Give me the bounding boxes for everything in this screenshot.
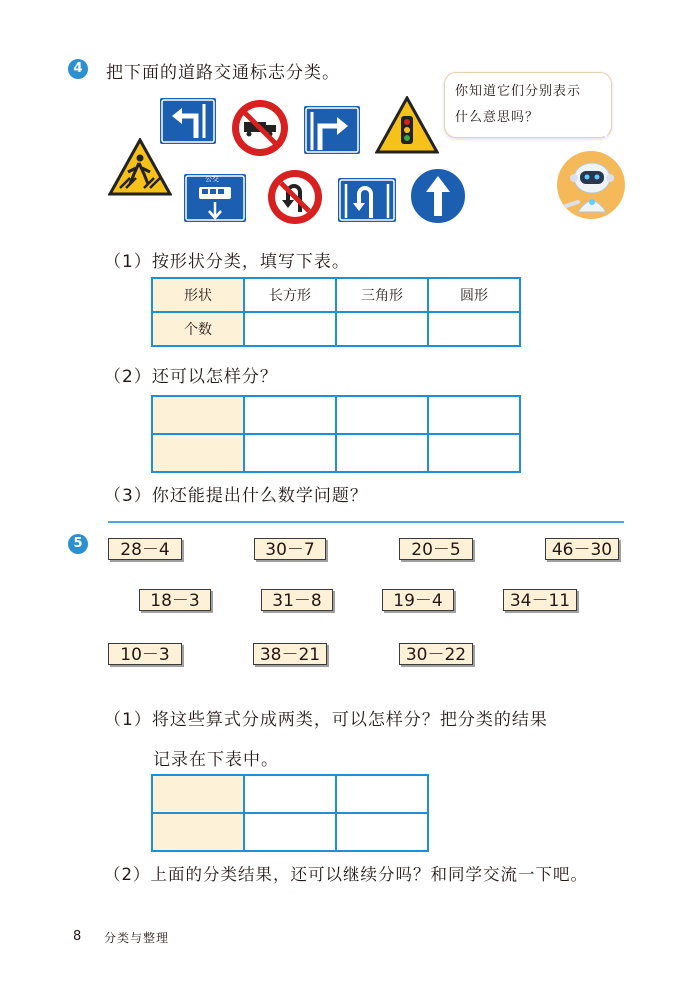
- table-cell[interactable]: [336, 396, 428, 434]
- pedestrian-warning-sign-icon: [108, 138, 172, 196]
- table-cell[interactable]: [244, 396, 336, 434]
- expression-card: 38－21: [253, 643, 327, 665]
- row-count-label: 个数: [152, 312, 244, 346]
- count-triangle-cell[interactable]: [336, 312, 428, 346]
- speech-bubble-tail: [596, 126, 610, 138]
- question-4-badge: 4: [68, 59, 88, 79]
- table-cell[interactable]: [244, 813, 336, 851]
- count-rectangle-cell[interactable]: [244, 312, 336, 346]
- expression-card: 28－4: [108, 538, 182, 560]
- expression-card: 10－3: [108, 643, 182, 665]
- header-triangle: 三角形: [336, 278, 428, 312]
- section-divider: [108, 521, 624, 523]
- q4-part2-text: （2）还可以怎样分？: [104, 367, 278, 387]
- table-cell[interactable]: [336, 813, 428, 851]
- table-cell[interactable]: [428, 396, 520, 434]
- table-cell[interactable]: [244, 775, 336, 813]
- header-shape: 形状: [152, 278, 244, 312]
- page-number: 8: [73, 929, 82, 944]
- no-u-turn-sign-icon: [266, 168, 324, 226]
- expression-card: 19－4: [382, 589, 454, 611]
- table-cell[interactable]: [336, 775, 428, 813]
- table-cell[interactable]: [244, 434, 336, 472]
- header-circle: 圆形: [428, 278, 520, 312]
- speech-bubble: [444, 72, 612, 138]
- turn-right-lane-sign-icon: [302, 104, 362, 156]
- count-circle-cell[interactable]: [428, 312, 520, 346]
- question-4-title: 把下面的道路交通标志分类。: [106, 63, 340, 83]
- table-cell[interactable]: [152, 775, 244, 813]
- expression-card: 30－7: [254, 538, 326, 560]
- expression-card: 31－8: [261, 589, 333, 611]
- q5-part1-line1: （1）将这些算式分成两类，可以怎样分？把分类的结果: [104, 710, 548, 730]
- expression-card: 34－11: [503, 589, 577, 611]
- shape-count-table: [151, 277, 521, 347]
- q4-part1-text: （1）按形状分类，填写下表。: [104, 252, 350, 272]
- straight-ahead-sign-icon: [408, 166, 468, 226]
- expression-card: 20－5: [399, 538, 473, 560]
- table-cell[interactable]: [152, 434, 244, 472]
- q4-part3-text: （3）你还能提出什么数学问题？: [104, 486, 368, 506]
- q5-part1-line2: 记录在下表中。: [153, 750, 279, 770]
- table-cell[interactable]: [336, 434, 428, 472]
- expression-card: 18－3: [139, 589, 211, 611]
- expression-card: 30－22: [399, 643, 473, 665]
- u-turn-lane-sign-icon: [336, 176, 398, 224]
- expression-classification-table: [151, 774, 429, 852]
- other-classification-table: [151, 395, 521, 473]
- table-cell[interactable]: [428, 434, 520, 472]
- expression-card: 46－30: [545, 538, 619, 560]
- table-cell[interactable]: [152, 813, 244, 851]
- q5-part2-text: （2）上面的分类结果，还可以继续分吗？和同学交流一下吧。: [104, 865, 588, 884]
- chapter-title: 分类与整理: [104, 931, 170, 945]
- header-rectangle: 长方形: [244, 278, 336, 312]
- bus-sign-label: 公交: [205, 175, 219, 183]
- robot-mascot-icon: [556, 150, 626, 220]
- table-cell[interactable]: [152, 396, 244, 434]
- traffic-light-warning-sign-icon: [375, 96, 439, 154]
- bubble-line-1: 你知道它们分别表示: [455, 84, 582, 99]
- bubble-line-2: 什么意思吗？: [455, 110, 540, 125]
- question-5-badge: 5: [68, 534, 88, 554]
- no-trucks-sign-icon: [230, 98, 290, 158]
